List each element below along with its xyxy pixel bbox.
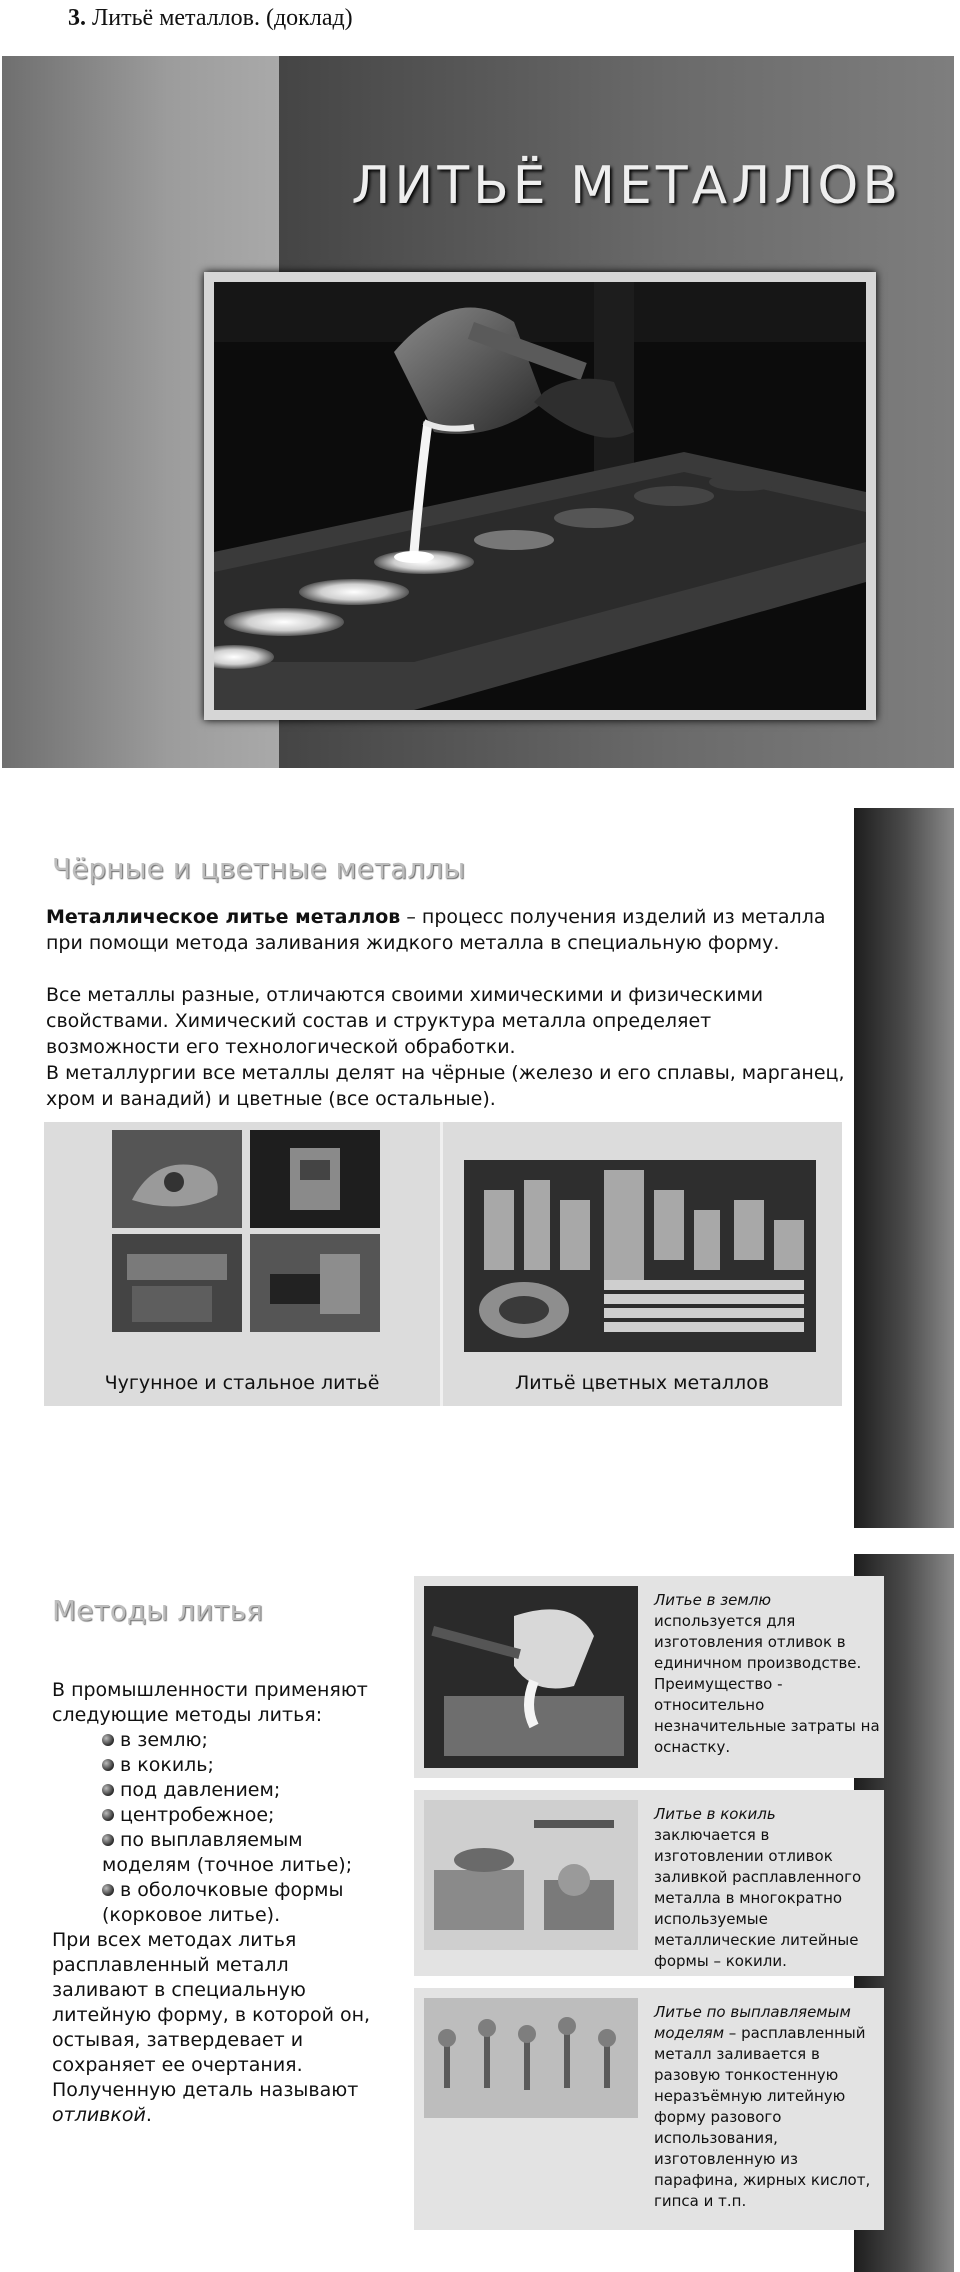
photo-frame [204,272,876,720]
section-title: Литьё металлов. (доклад) [92,5,353,31]
sand-casting-photo [424,1586,638,1768]
method-label: по выплавляемым моделям (точное литье); [102,1829,353,1876]
list-item [102,1878,382,1928]
list-item [102,1778,382,1803]
slide-body-text [46,904,846,1112]
cast-part-photo [112,1130,242,1228]
methods-outro [52,1928,382,2128]
investment-casting-photo [424,1998,638,2118]
method-label: в землю; [120,1729,208,1751]
section-number: 3. [68,5,86,31]
chill-mold-photo [424,1800,638,1950]
bullet-icon [102,1734,114,1746]
properties-paragraph: Все металлы разные, отличаются своими химическими и физическими свойствами. Химический состав и структура металла определяет возможности его технологической обработки. [46,984,764,1058]
nonferrous-parts-photo [464,1160,816,1352]
method-description [654,1804,880,1972]
gallery-divider [440,1122,443,1406]
method-text: заключается в изготовлении отливок заливкой расплавленного металла в многократно используемые металлические литейные формы – кокили. [654,1826,862,1970]
list-item [102,1728,382,1753]
gallery-caption-nonferrous: Литьё цветных металлов [514,1372,770,1394]
outro-end: . [145,2104,152,2126]
method-term: Литье по выплавляемым моделям [654,2003,851,2042]
gallery-caption-ferrous: Чугунное и стальное литьё [104,1372,380,1394]
list-item [102,1753,382,1778]
definition-paragraph [46,904,846,956]
bullet-icon [102,1784,114,1796]
outro-text: При всех методах литья расплавленный металл заливают в специальную литейную форму, в которой он, остывая, затвердевает и сохраняет ее очертания. Полученную деталь называют [52,1929,371,2101]
method-label: в кокиль; [120,1754,214,1776]
method-text: – расплавленный металл заливается в разовую тонкостенную неразъёмную литейную форму разового использования, изготовленную из парафина, жирных кислот, гипса и т.п. [654,2024,871,2210]
classification-paragraph: В металлургии все металлы делят на чёрные (железо и его сплавы, марганец, хром и ванадий) и цветные (все остальные). [46,1062,845,1110]
bullet-icon [102,1834,114,1846]
outro-term: отливкой [52,2104,146,2126]
cast-part-photo [250,1234,380,1332]
slide-title [2,56,954,768]
metal-casting-gallery [44,1122,842,1406]
cast-part-photo [112,1234,242,1332]
method-text: используется для изготовления отливок в единичном производстве. Преимущество - относительно незначительные затраты на оснастку. [654,1612,880,1756]
slide-casting-methods [2,1554,954,2272]
list-item [102,1803,382,1828]
slide-right-bar [854,808,954,1528]
method-description [654,2002,880,2212]
pouring-metal-photo [214,282,866,710]
method-term: Литье в кокиль [654,1805,776,1823]
bullet-icon [102,1884,114,1896]
pouring-metal-illustration [214,282,866,710]
bullet-icon [102,1809,114,1821]
methods-text [52,1678,382,2128]
cast-part-photo [250,1130,380,1228]
method-label: центробежное; [120,1804,275,1826]
method-card-investment [414,1988,884,2230]
method-term: Литье в землю [654,1591,771,1609]
method-label: под давлением; [120,1779,281,1801]
bullet-icon [102,1759,114,1771]
definition-text: – процесс получения изделий из металла при помощи метода заливания жидкого металла в специальную форму. [46,906,826,954]
slide-metals [2,808,954,1528]
method-card-sand [414,1576,884,1778]
method-card-chill [414,1790,884,1976]
slide-title-text: ЛИТЬЁ МЕТАЛЛОВ [351,156,902,216]
slide-subtitle: Методы литья [52,1594,263,1627]
methods-list [52,1728,382,1928]
method-label: в оболочковые формы (корковое литье). [102,1879,344,1926]
method-description [654,1590,880,1758]
definition-term: Металлическое литье металлов [46,906,401,928]
methods-intro: В промышленности применяют следующие методы литья: [52,1679,368,1726]
list-item [102,1828,382,1878]
document-heading [68,0,353,36]
slide-subtitle: Чёрные и цветные металлы [52,852,466,885]
